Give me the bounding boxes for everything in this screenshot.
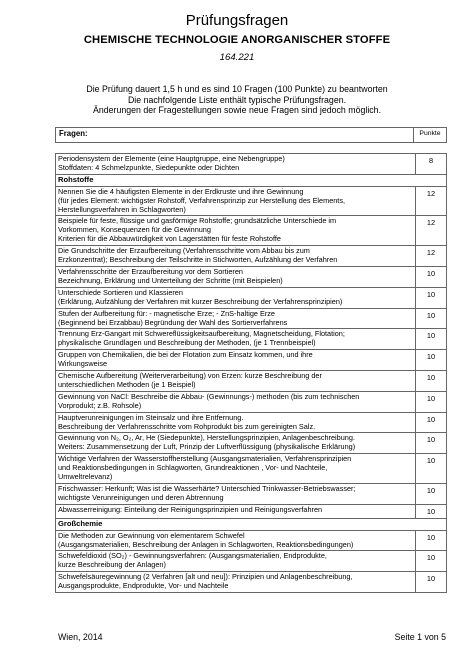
- questions-header-table: [55, 127, 447, 143]
- question-row: [56, 454, 447, 484]
- question-line: (Beginnend bei Erzabbau) Begründung der Wahl des Sortierverfahrens: [58, 317, 288, 327]
- question-line: unterschiedlichen Methoden (je 1 Beispiel): [58, 379, 196, 389]
- footer-place-year: Wien, 2014: [58, 632, 103, 642]
- question-line: Erzkonzentrat); Beschreibung der Teilschritte in Stichworten, Aufzählung der Verfahren: [58, 255, 338, 265]
- question-row: [56, 154, 447, 175]
- question-text: [56, 371, 416, 392]
- question-text: [56, 350, 416, 371]
- question-line: Ausgangsprodukte, Endprodukte, Vor- und Nachteile: [58, 581, 229, 591]
- questions-table: [55, 153, 447, 593]
- question-row: [56, 433, 447, 454]
- question-line: (Ausgangsmaterialien, Beschreibung der Anlagen in Schlagworten, Reaktionsbedingungen): [58, 539, 354, 549]
- question-text: [56, 504, 416, 518]
- question-points: 12: [416, 246, 447, 267]
- footer-page-number: Seite 1 von 5: [394, 632, 446, 642]
- question-line: Gewinnung von N₂, O₂, Ar, He (Siedepunkte), Herstellungsprinzipien, Anlagenbeschreibung.: [58, 433, 355, 443]
- question-row: [56, 186, 447, 216]
- question-text: [56, 551, 416, 572]
- question-points: 10: [416, 433, 447, 454]
- question-line: physikalische Grundlagen und Beschreibung der Methoden, (je 1 Trennbeispiel): [58, 338, 316, 348]
- question-points: 12: [416, 186, 447, 216]
- question-row: [56, 266, 447, 287]
- question-points: 10: [416, 391, 447, 412]
- intro-text: [0, 84, 474, 116]
- question-row: [56, 391, 447, 412]
- question-row: [56, 371, 447, 392]
- question-points: 10: [416, 504, 447, 518]
- question-text: [56, 246, 416, 267]
- question-points: 8: [416, 154, 447, 175]
- question-row: [56, 551, 447, 572]
- question-line: Wichtige Verfahren der Wasserstoffherstellung (Ausgangsmaterialien, Verfahrensprinzipien: [58, 454, 352, 464]
- question-line: Herstellungsverfahren in Schlagworten): [58, 204, 186, 214]
- question-points: 10: [416, 530, 447, 551]
- question-line: Wirkungsweise: [58, 359, 108, 369]
- question-line: Umweltrelevanz): [58, 472, 113, 482]
- intro-line: Änderungen der Fragestellungen sowie neue Fragen sind jedoch möglich.: [92, 105, 382, 116]
- question-line: Frischwasser: Herkunft; Was ist die Wasserhärte? Unterschied Trinkwasser-Betriebswasser;: [58, 484, 356, 493]
- question-line: Die Methoden zur Gewinnung von elementarem Schwefel: [58, 530, 245, 540]
- question-line: Nennen Sie die 4 häufigsten Elemente in der Erdkruste und ihre Gewinnung: [58, 186, 304, 196]
- question-line: kurze Beschreibung der Anlagen): [58, 560, 166, 570]
- question-line: Chemische Aufbereitung (Weiterverarbeitung) von Erzen: kurze Beschreibung der: [58, 371, 322, 381]
- question-line: Periodensystem der Elemente (eine Hauptgruppe, eine Nebengruppe): [58, 154, 285, 163]
- question-points: 10: [416, 329, 447, 350]
- intro-line: Die Prüfung dauert 1,5 h und es sind 10 Fragen (100 Punkte) zu beantworten: [86, 84, 388, 94]
- question-points: 10: [416, 308, 447, 329]
- question-row: [56, 246, 447, 267]
- question-points: 10: [416, 484, 447, 505]
- question-points: 12: [416, 216, 447, 246]
- question-points: 10: [416, 454, 447, 484]
- section-row: [56, 174, 447, 186]
- points-column-header: Punkte: [414, 128, 447, 143]
- course-title: CHEMISCHE TECHNOLOGIE ANORGANISCHER STOFFE: [83, 34, 391, 46]
- question-line: Bezeichnung, Erklärung und Unterteilung der Schritte (mit Beispielen): [58, 275, 283, 285]
- course-code: 164.221: [219, 52, 255, 63]
- question-row: [56, 350, 447, 371]
- question-line: Verfahrensschritte der Erzaufbereitung vor dem Sortieren: [58, 266, 243, 276]
- question-text: [56, 391, 416, 412]
- question-points: 10: [416, 572, 447, 593]
- question-text: [56, 266, 416, 287]
- question-points: 10: [416, 266, 447, 287]
- question-line: Beschreibung der Verfahrensschritte vom Rohprodukt bis zum gereinigten Salz.: [58, 421, 316, 431]
- question-line: Die Grundschritte der Erzaufbereitung (Verfahrensschritte vom Abbau bis zum: [58, 246, 310, 256]
- header-row: [56, 128, 447, 143]
- question-line: Stoffdaten: 4 Schmelzpunkte, Siedepunkte oder Dichten: [58, 162, 240, 172]
- question-line: und Reaktionsbedingungen in Schlagworten, Grundreaktionen , Vor- und Nachteile,: [58, 463, 328, 473]
- question-line: Beispiele für feste, flüssige und gasförmige Rohstoffe; grundsätzliche Unterschiede im: [58, 216, 337, 226]
- question-row: [56, 308, 447, 329]
- section-label: Großchemie: [56, 518, 447, 530]
- question-line: (Erklärung, Aufzählung der Verfahren mit kurzer Beschreibung der Verfahrensprinzipien): [58, 296, 343, 306]
- question-row: [56, 530, 447, 551]
- question-line: Trennung Erz-Gangart mit Schwereflüssigkeitsaufbereitung, Magnetscheidung, Flotation;: [58, 329, 345, 339]
- question-line: Schwefelsäuregewinnung (2 Verfahren [alt und neu]): Prinzipien und Anlagenbeschreibung,: [58, 572, 353, 582]
- question-row: [56, 412, 447, 433]
- question-text: [56, 287, 416, 308]
- page-title: Prüfungsfragen: [185, 12, 289, 29]
- question-line: Kriterien für die Abbauwürdigkeit von Lagerstätten für feste Rohstoffe: [58, 234, 281, 244]
- question-text: [56, 454, 416, 484]
- question-row: [56, 504, 447, 518]
- question-text: [56, 433, 416, 454]
- question-row: [56, 329, 447, 350]
- question-points: 10: [416, 350, 447, 371]
- question-row: [56, 572, 447, 593]
- question-text: [56, 572, 416, 593]
- question-line: Weiters: Zusammensetzung der Luft, Prinzip der Luftverflüssigung (physikalische Erklärung): [58, 442, 356, 452]
- questions-column-header: Fragen:: [56, 128, 414, 143]
- section-row: [56, 518, 447, 530]
- question-row: [56, 216, 447, 246]
- question-text: [56, 154, 416, 175]
- question-text: [56, 186, 416, 216]
- section-label: Rohstoffe: [56, 174, 447, 186]
- question-points: 10: [416, 412, 447, 433]
- question-line: (für jedes Element: wichtigster Rohstoff, Verfahrensprinzip zur Herstellung des Elements,: [58, 195, 346, 205]
- question-points: 10: [416, 287, 447, 308]
- question-line: Hauptverunreinigungen im Steinsalz und ihre Entfernung.: [58, 412, 244, 422]
- question-line: Schwefeldioxid (SO₂) - Gewinnungsverfahren: (Ausgangsmaterialien, Endprodukte,: [58, 551, 327, 561]
- question-text: [56, 530, 416, 551]
- question-line: Gruppen von Chemikalien, die bei der Flotation zum Einsatz kommen, und ihre: [58, 350, 313, 360]
- question-text: [56, 216, 416, 246]
- question-line: Unterschiede Sortieren und Klassieren: [58, 287, 183, 297]
- question-line: Stufen der Aufbereitung für: - magnetische Erze; - ZnS-haltige Erze: [58, 308, 275, 318]
- question-line: wichtigste Verunreinigungen und deren Abtrennung: [58, 492, 224, 502]
- question-line: Vorkommen, Konsequenzen für die Gewinnung: [58, 225, 211, 235]
- question-line: Abwasserreinigung: Einteilung der Reinigungsprinzipien und Reinigungsverfahren: [58, 504, 323, 514]
- question-text: [56, 308, 416, 329]
- question-line: Vorprodukt; z.B. Rohsole): [58, 400, 142, 410]
- question-row: [56, 484, 447, 505]
- question-points: 10: [416, 371, 447, 392]
- question-line: Gewinnung von NaCl: Beschreibe die Abbau- (Gewinnungs-) methoden (bis zum technischen: [58, 391, 360, 401]
- question-points: 10: [416, 551, 447, 572]
- question-text: [56, 412, 416, 433]
- question-text: [56, 484, 416, 505]
- question-text: [56, 329, 416, 350]
- intro-line: Die nachfolgende Liste enthält typische Prüfungsfragen.: [127, 94, 347, 105]
- question-row: [56, 287, 447, 308]
